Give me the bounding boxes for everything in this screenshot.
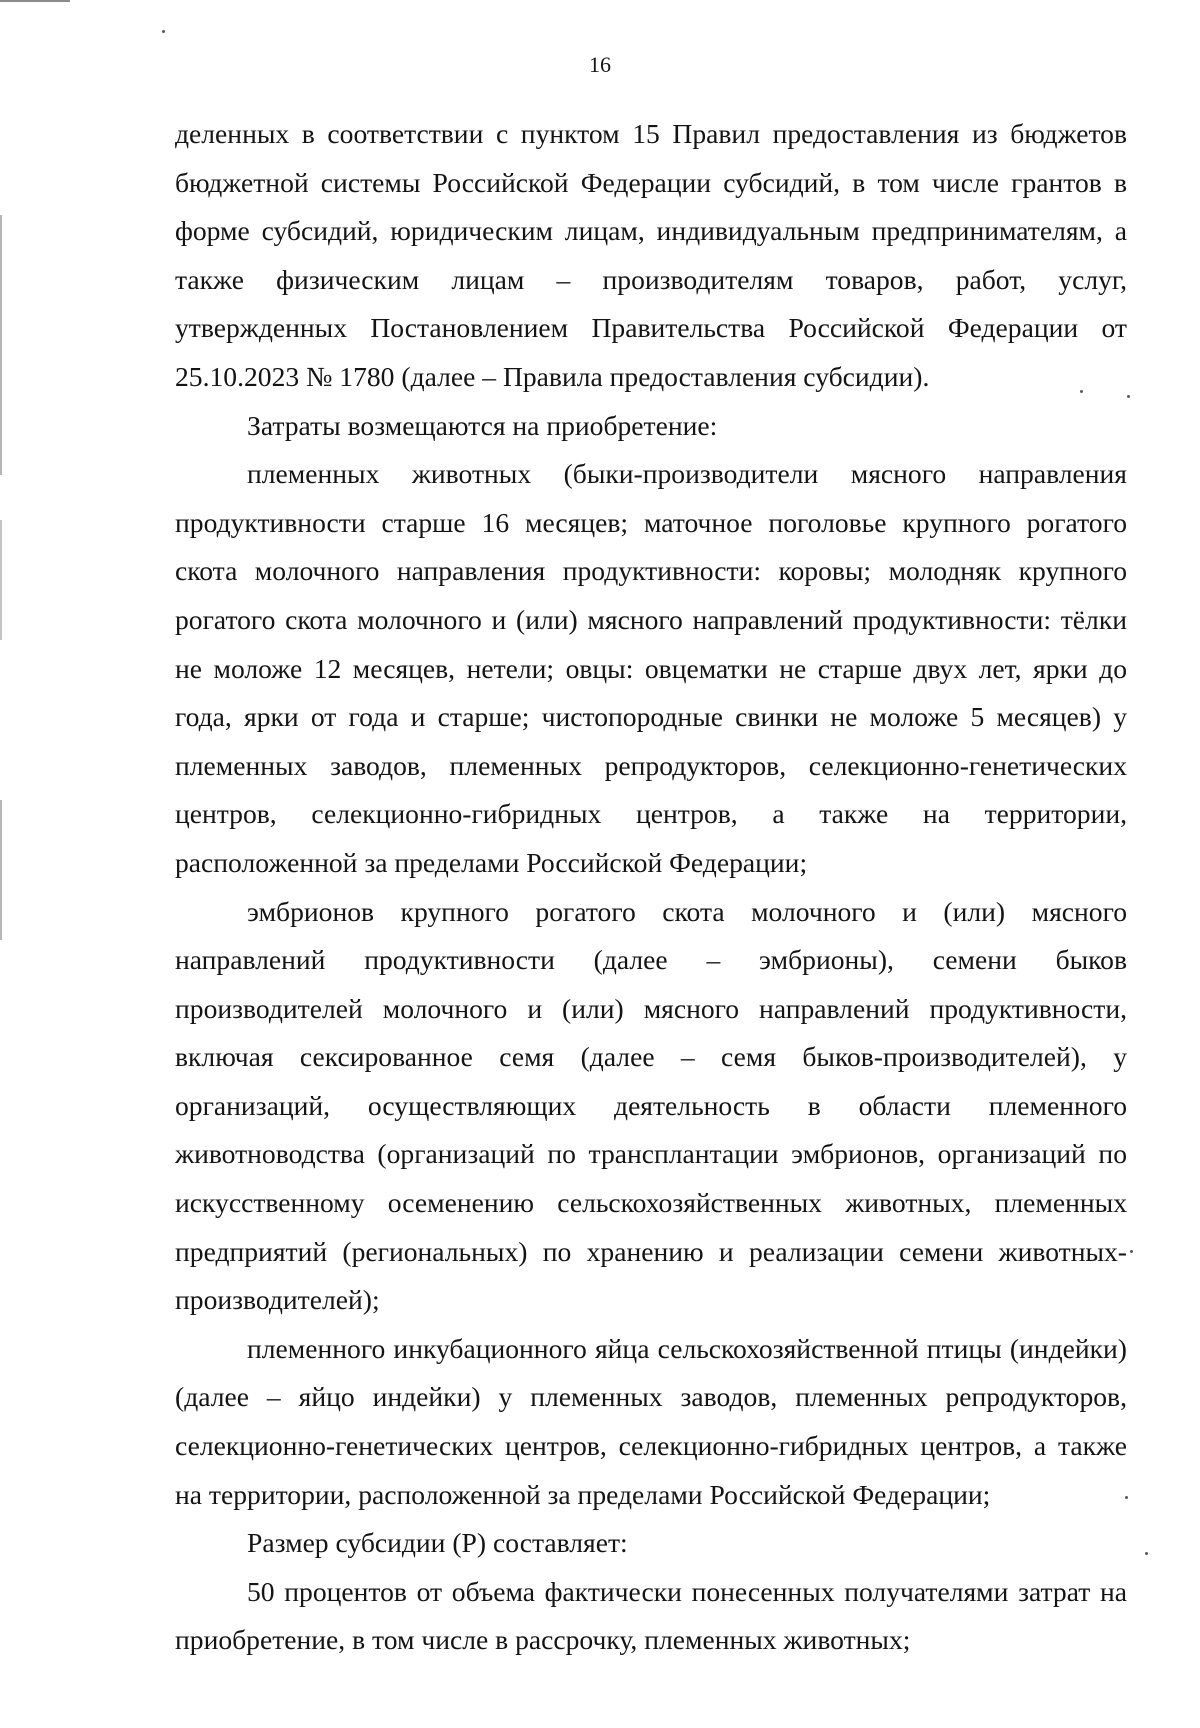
page-number: 16 — [589, 52, 611, 77]
paragraph-costs-intro: Затраты возмещаются на приобретение: — [247, 409, 718, 441]
paragraph-turkey-eggs: племенного инкубационного яйца сельскохозяйственной птицы (индейки) (далее – яйцо индейки) у племенных заводов, племенных репродукторов, селекционно-генетических центров, селекционно-гибридных центров, а также на территории, расположенной за пределами Российской Федерации; — [175, 1332, 1127, 1510]
scan-edge-mark — [0, 520, 2, 640]
paragraph-embryos-semen: эмбрионов крупного рогатого скота молочного и (или) мясного направлений продуктивности (далее – эмбрионы), семени быков производителей молочного и (или) мясного направлений продуктивности, включая сексированное семя (далее – семя быков-производителей), у организаций, осуществляющих деятельность в области племенного животноводства (организаций по трансплантации эмбрионов, организаций по искусственному осеменению сельскохозяйственных животных, племенных предприятий (региональных) по хранению и реализации семени животных-производителей); — [175, 895, 1127, 1316]
scan-speck — [1080, 390, 1083, 393]
document-body — [175, 110, 1127, 1665]
scan-speck — [1125, 1496, 1128, 1499]
scan-speck — [1130, 1250, 1133, 1253]
scan-speck — [162, 30, 165, 33]
scan-speck — [1127, 395, 1130, 398]
paragraph-fifty-percent: 50 процентов от объема фактически понесенных получателями затрат на приобретение, в том числе в рассрочку, племенных животных; — [175, 1575, 1127, 1656]
scan-edge-mark — [0, 800, 2, 940]
scan-edge-mark — [0, 215, 2, 475]
paragraph-breeding-animals: племенных животных (быки-производители мясного направления продуктивности старше 16 месяцев; маточное поголовье крупного рогатого скота молочного направления продуктивности: коровы; молодняк крупного рогатого скота молочного и (или) мясного направлений продуктивности: тёлки не моложе 12 месяцев, нетели; овцы: овцематки не старше двух лет, ярки до года, ярки от года и старше; чистопородные свинки не моложе 5 месяцев) у племенных заводов, племенных репродукторов, селекционно-генетических центров, селекционно-гибридных центров, а также на территории, расположенной за пределами Российской Федерации; — [175, 458, 1127, 878]
scan-edge-mark — [0, 0, 70, 2]
paragraph-subsidy-size: Размер субсидии (Р) составляет: — [247, 1527, 628, 1559]
scan-speck — [1145, 1552, 1148, 1555]
paragraph-continuation: деленных в соответствии с пунктом 15 Правил предоставления из бюджетов бюджетной системы Российской Федерации субсидий, в том числе грантов в форме субсидий, юридическим лицам, индивидуальным предпринимателям, а также физическим лицам – производителям товаров, работ, услуг, утвержденных Постановлением Правительства Российской Федерации от 25.10.2023 № 1780 (далее – Правила предоставления субсидии). — [175, 118, 1127, 392]
